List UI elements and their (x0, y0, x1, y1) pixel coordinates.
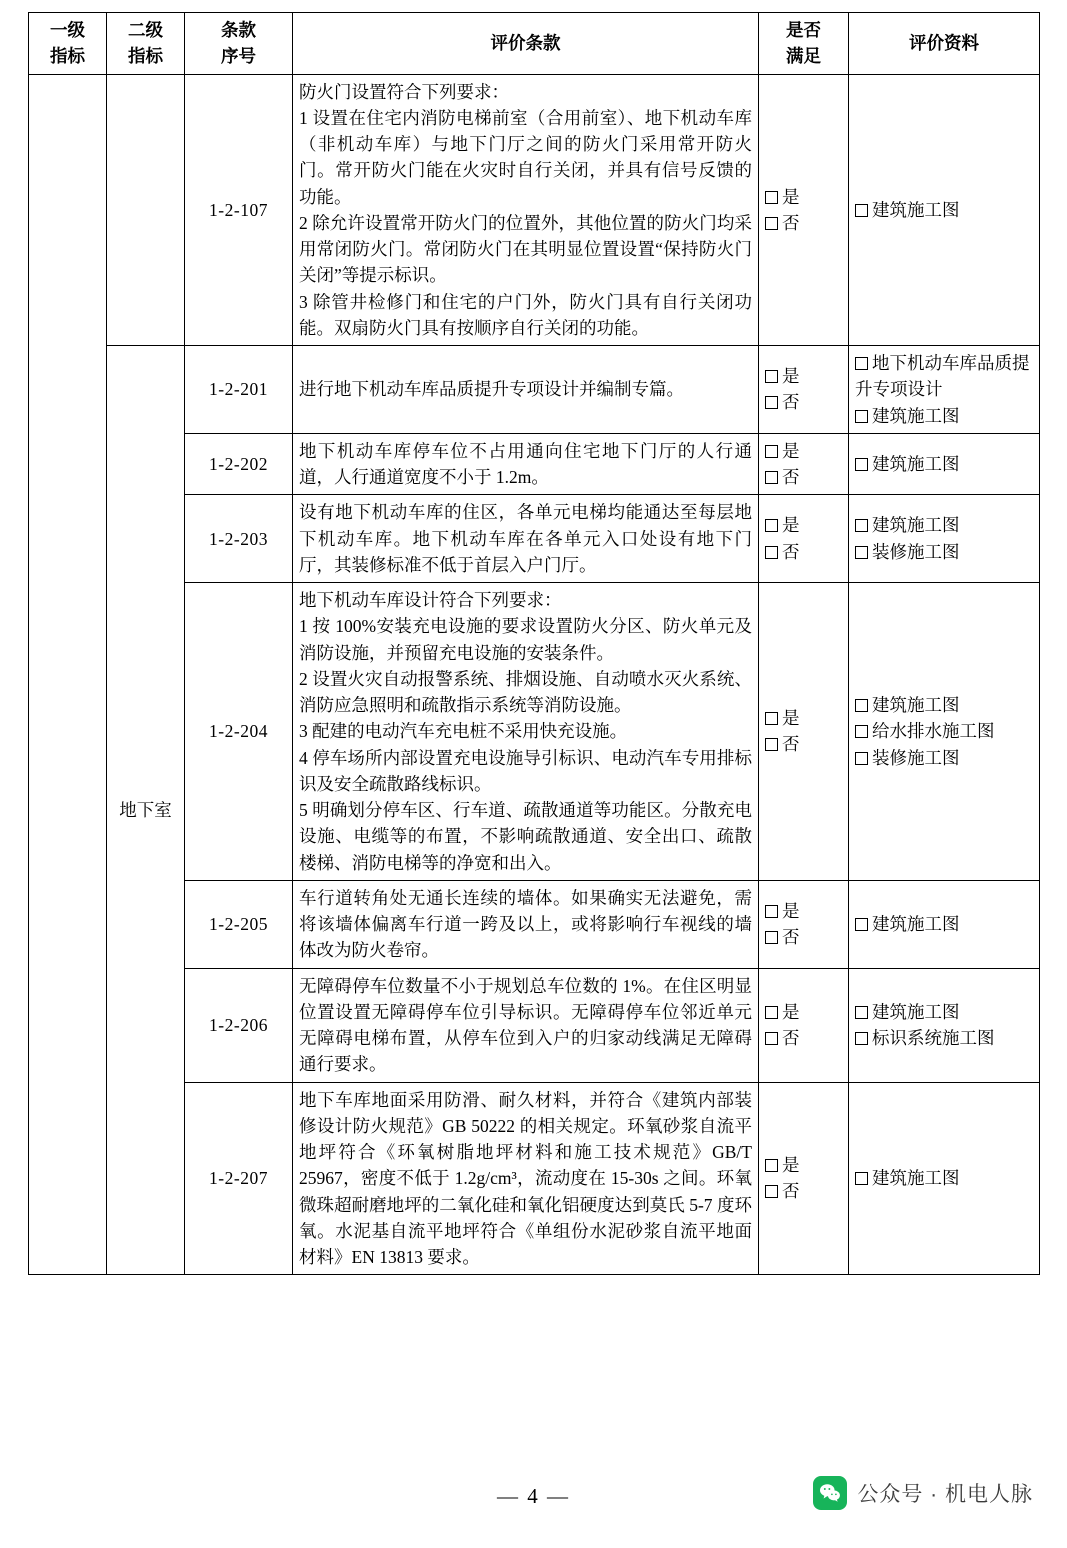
evaluation-table (28, 12, 1040, 1275)
clause-line: 5 明确划分停车区、行车道、疏散通道等功能区。分散充电设施、电缆等的布置，不影响疏散通道、安全出口、疏散楼梯、消防电梯等的净宽和出入。 (299, 800, 752, 873)
clause-line: 1 按 100%安装充电设施的要求设置防火分区、防火单元及消防设施，并预留充电设施的安装条件。 (299, 616, 752, 663)
table-row (29, 346, 1040, 434)
material-checkbox-option[interactable]: 装修施工图 (855, 539, 1033, 565)
satisfy-checkbox-option[interactable]: 是 (765, 705, 842, 731)
satisfy-checkbox-option[interactable]: 否 (765, 464, 842, 490)
checkbox-icon[interactable] (765, 1032, 778, 1045)
satisfy-checkbox-option[interactable]: 是 (765, 512, 842, 538)
checkbox-icon[interactable] (765, 905, 778, 918)
clause-number: 1-2-207 (185, 1082, 293, 1275)
satisfy-checkbox-option[interactable]: 否 (765, 731, 842, 757)
page-footer (0, 1476, 1067, 1522)
checkbox-icon[interactable] (765, 546, 778, 559)
checkbox-icon[interactable] (855, 1032, 868, 1045)
checkbox-icon[interactable] (765, 191, 778, 204)
header-line: 二级 (128, 20, 163, 40)
column-header-level1 (29, 13, 107, 75)
header-line: 满足 (786, 46, 821, 67)
checkbox-icon[interactable] (765, 1006, 778, 1019)
checkbox-icon[interactable] (855, 1006, 868, 1019)
clause-number: 1-2-201 (185, 346, 293, 434)
satisfy-checkbox-option[interactable]: 否 (765, 924, 842, 950)
column-header-materials: 评价资料 (849, 13, 1040, 75)
checkbox-icon[interactable] (765, 370, 778, 383)
checkbox-icon[interactable] (855, 546, 868, 559)
checkbox-icon[interactable] (765, 445, 778, 458)
checkbox-icon[interactable] (855, 699, 868, 712)
satisfy-checkbox-option[interactable]: 是 (765, 999, 842, 1025)
checkbox-icon[interactable] (855, 918, 868, 931)
column-header-clause: 评价条款 (293, 13, 759, 75)
material-checkbox-option[interactable]: 建筑施工图 (855, 999, 1033, 1025)
satisfy-checkbox-option[interactable]: 否 (765, 1178, 842, 1204)
column-header-level2 (107, 13, 185, 75)
satisfy-checkbox-option[interactable]: 否 (765, 539, 842, 565)
clause-number: 1-2-202 (185, 433, 293, 495)
checkbox-icon[interactable] (765, 1185, 778, 1198)
material-checkbox-option[interactable]: 地下机动车库品质提升专项设计 (855, 353, 1030, 400)
checkbox-icon[interactable] (765, 396, 778, 409)
clause-text (293, 880, 759, 968)
clause-line: 3 除管井检修门和住宅的户门外，防火门具有自行关闭功能。双扇防火门具有按顺序自行关闭的功能。 (299, 291, 752, 338)
satisfy-checkbox-option[interactable]: 是 (765, 438, 842, 464)
clause-line: 3 配建的电动汽车充电桩不采用快充设施。 (299, 721, 628, 742)
column-header-satisfy (759, 13, 849, 75)
satisfy-cell (759, 495, 849, 583)
checkbox-icon[interactable] (765, 1159, 778, 1172)
clause-line: 4 停车场所内部设置充电设施导引标识、电动汽车专用排标识及安全疏散路线标识。 (299, 747, 752, 794)
material-checkbox-option[interactable]: 建筑施工图 (855, 692, 1033, 718)
clause-text (293, 495, 759, 583)
checkbox-icon[interactable] (765, 931, 778, 944)
clause-number: 1-2-203 (185, 495, 293, 583)
clause-number: 1-2-107 (185, 74, 293, 346)
material-checkbox-option[interactable]: 建筑施工图 (855, 911, 1033, 937)
satisfy-checkbox-option[interactable]: 是 (765, 1152, 842, 1178)
clause-line: 设有地下机动车库的住区，各单元电梯均能通达至每层地下机动车库。地下机动车库在各单元入口处设有地下门厅，其装修标准不低于首层入户门厅。 (299, 502, 752, 575)
clause-number: 1-2-206 (185, 968, 293, 1082)
header-row (29, 13, 1040, 75)
page-number: — 4 — (497, 1484, 570, 1508)
material-checkbox-option[interactable]: 装修施工图 (855, 745, 1033, 771)
materials-cell (849, 1082, 1040, 1275)
wechat-icon (813, 1476, 847, 1510)
table-row (29, 74, 1040, 346)
clause-line: 地下车库地面采用防滑、耐久材料，并符合《建筑内部装修设计防火规范》GB 50222 的相关规定。环氧砂浆自流平地坪符合《环氧树脂地坪材料和施工技术规范》GB/T 25967，密度不低于 1.2g/cm³，流动度在 15-30s 之间。环氧微珠超耐磨地坪的二氧化硅和氧化铝硬度达到莫氏 5-7 度环氧。水泥基自流平地坪符合《单组份水泥砂浆自流平地面材料》EN 13813 要求。 (299, 1089, 752, 1267)
materials-cell (849, 968, 1040, 1082)
header-line: 一级 (50, 20, 85, 40)
satisfy-cell (759, 583, 849, 881)
checkbox-icon[interactable] (765, 217, 778, 230)
satisfy-cell (759, 346, 849, 434)
header-line: 指标 (128, 46, 163, 67)
clause-number: 1-2-205 (185, 880, 293, 968)
material-checkbox-option[interactable]: 建筑施工图 (855, 451, 1033, 477)
material-checkbox-option[interactable]: 标识系统施工图 (855, 1025, 1033, 1051)
clause-number: 1-2-204 (185, 583, 293, 881)
checkbox-icon[interactable] (855, 752, 868, 765)
satisfy-checkbox-option[interactable]: 是 (765, 898, 842, 924)
wechat-label: 公众号 · 机电人脉 (857, 1483, 1033, 1506)
material-checkbox-option[interactable]: 建筑施工图 (855, 197, 1033, 223)
clause-line: 2 设置火灾自动报警系统、排烟设施、自动喷水灭火系统、消防应急照明和疏散指示系统等消防设施。 (299, 668, 752, 715)
materials-cell (849, 495, 1040, 583)
satisfy-checkbox-option[interactable]: 否 (765, 389, 842, 415)
clause-line: 地下机动车库停车位不占用通向住宅地下门厅的人行通道，人行通道宽度不小于 1.2m。 (299, 440, 752, 487)
clause-line: 地下机动车库设计符合下列要求： (299, 590, 562, 610)
checkbox-icon[interactable] (855, 357, 868, 370)
satisfy-cell (759, 433, 849, 495)
checkbox-icon[interactable] (765, 738, 778, 751)
checkbox-icon[interactable] (765, 712, 778, 725)
clause-line: 防火门设置符合下列要求： (299, 81, 509, 102)
material-checkbox-option[interactable]: 建筑施工图 (855, 1165, 1033, 1191)
satisfy-checkbox-option[interactable]: 是 (765, 184, 842, 210)
header-line: 条款 (221, 20, 256, 40)
satisfy-checkbox-option[interactable]: 否 (765, 1025, 842, 1051)
materials-cell (849, 346, 1040, 434)
clause-text (293, 346, 759, 434)
satisfy-checkbox-option[interactable]: 否 (765, 210, 842, 236)
satisfy-checkbox-option[interactable]: 是 (765, 363, 842, 389)
clause-text (293, 1082, 759, 1275)
materials-cell (849, 880, 1040, 968)
materials-cell (849, 433, 1040, 495)
clause-text (293, 583, 759, 881)
satisfy-cell (759, 968, 849, 1082)
checkbox-icon[interactable] (855, 458, 868, 471)
clause-line: 进行地下机动车库品质提升专项设计并编制专篇。 (299, 379, 684, 400)
wechat-watermark (813, 1476, 1033, 1510)
checkbox-icon[interactable] (855, 725, 868, 738)
materials-cell (849, 74, 1040, 346)
header-line: 指标 (50, 46, 85, 67)
checkbox-icon[interactable] (765, 519, 778, 532)
table-body (29, 74, 1040, 1275)
level1-cell (29, 74, 107, 1275)
level2-cell-empty (107, 74, 185, 346)
level2-cell: 地下室 (107, 346, 185, 1275)
header-line: 是否 (786, 20, 821, 40)
checkbox-icon[interactable] (765, 471, 778, 484)
clause-line: 无障碍停车位数量不小于规划总车位数的 1%。在住区明显位置设置无障碍停车位引导标识。无障碍停车位邻近单元无障碍电梯布置，从停车位到入户的归家动线满足无障碍通行要求。 (299, 975, 752, 1075)
material-checkbox-option[interactable]: 给水排水施工图 (855, 718, 1033, 744)
material-checkbox-option[interactable]: 建筑施工图 (855, 512, 1033, 538)
clause-line: 2 除允许设置常开防火门的位置外，其他位置的防火门均采用常闭防火门。常闭防火门在其明显位置设置“保持防火门关闭”等提示标识。 (299, 212, 752, 286)
checkbox-icon[interactable] (855, 519, 868, 532)
satisfy-cell (759, 880, 849, 968)
clause-line: 1 设置在住宅内消防电梯前室（合用前室）、地下机动车库（非机动车库）与地下门厅之间的防火门采用常开防火门。常开防火门能在火灾时自行关闭，并具有信号反馈的功能。 (299, 107, 752, 207)
column-header-clause-no (185, 13, 293, 75)
table-header (29, 13, 1040, 75)
checkbox-icon[interactable] (855, 1172, 868, 1185)
clause-text (293, 433, 759, 495)
material-checkbox-option[interactable]: 建筑施工图 (855, 403, 1033, 429)
header-line: 序号 (221, 46, 256, 67)
satisfy-cell (759, 74, 849, 346)
clause-text (293, 74, 759, 346)
satisfy-cell (759, 1082, 849, 1275)
materials-cell (849, 583, 1040, 881)
checkbox-icon[interactable] (855, 410, 868, 423)
checkbox-icon[interactable] (855, 204, 868, 217)
clause-text (293, 968, 759, 1082)
clause-line: 车行道转角处无通长连续的墙体。如果确实无法避免，需将该墙体偏离车行道一跨及以上，或将影响行车视线的墙体改为防火卷帘。 (299, 887, 752, 961)
